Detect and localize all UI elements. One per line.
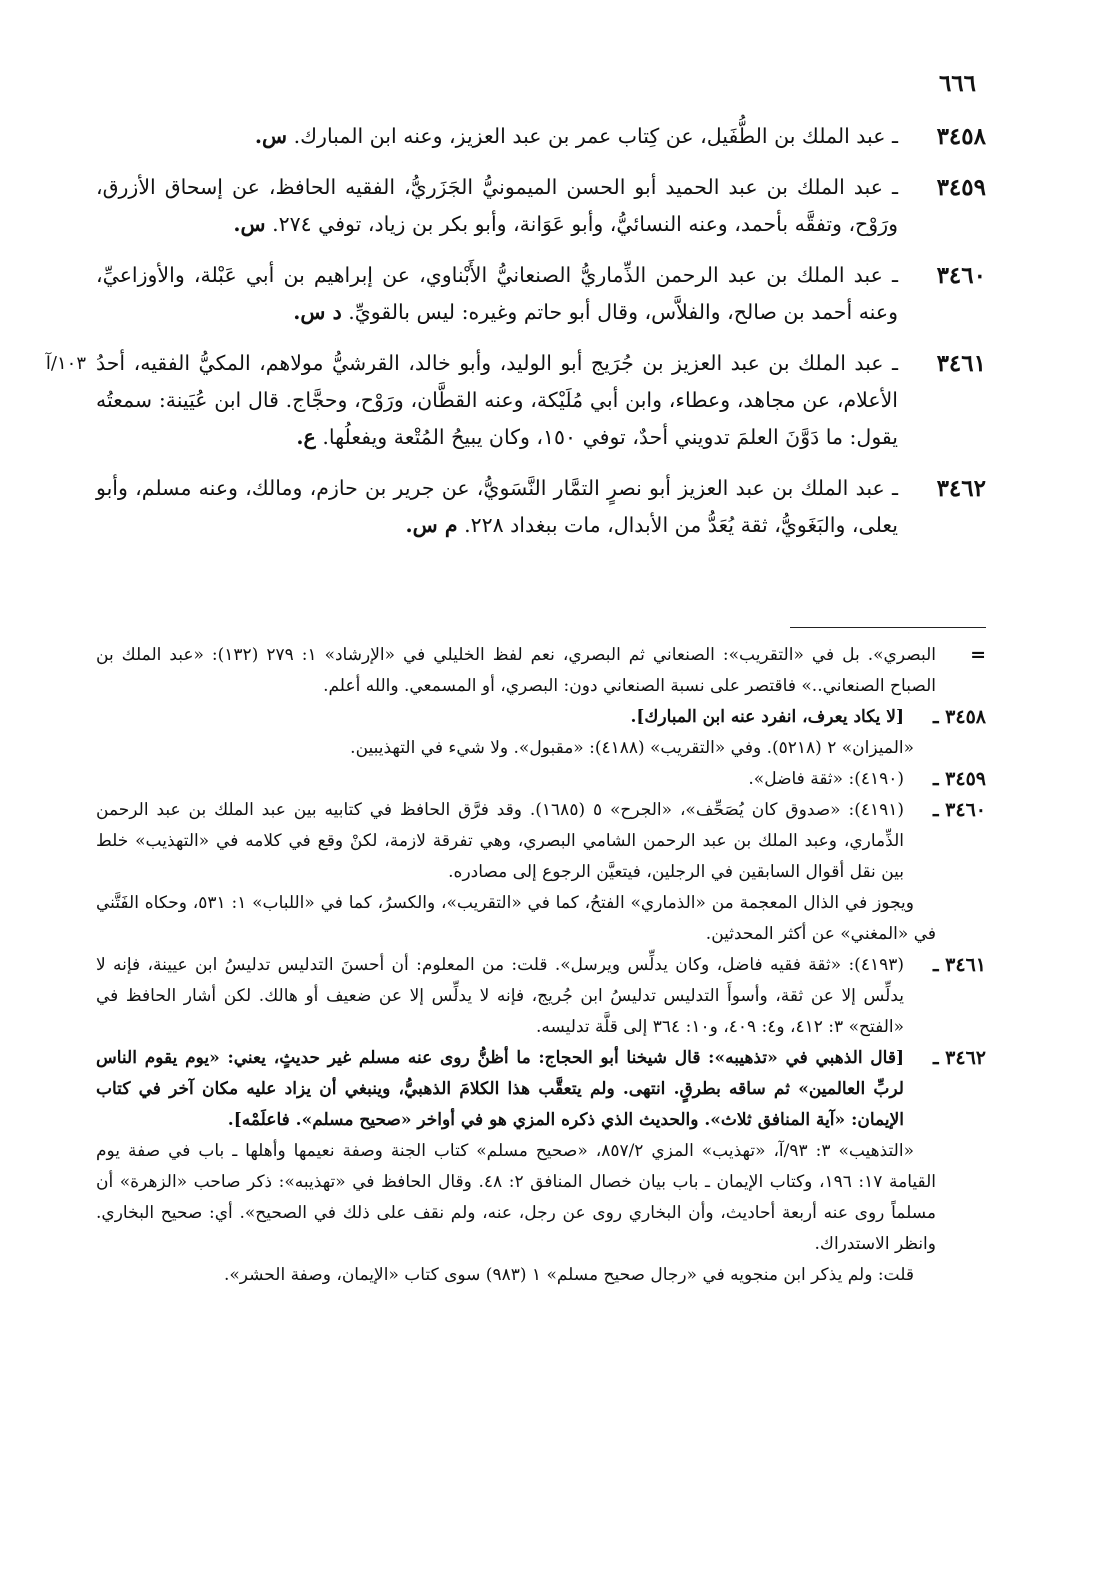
entry-text [96, 470, 898, 544]
footnote-text: [قال الذهبي في «تذهيبه»: قال شيخنا أبو الحجاج: ما أظنُّ روى عنه مسلم غير حديثٍ، يعني: «يوم يقوم الناس لربِّ العالمين» ثم ساقه بطرقٍ. انتهى. ولم يتعقَّب هذا الكلامَ الذهبيُّ، وينبغي أن يزاد عليه مكان آخر في كتاب الإيمان: «آية المنافق ثلاث». والحديث الذي ذكره المزي هو في أواخر «صحيح مسلم». فاعلَمْه]. [96, 1048, 904, 1130]
footnote-number: ٣٤٥٩ ـ [932, 768, 986, 790]
entry-body: ـ عبد الملك بن عبد الحميد أبو الحسن الميمونيُّ الجَزَريُّ، الفقيه الحافظ، عن إسحاق الأزرق، ورَوْح، وتفقَّه بأحمد، وعنه النسائيُّ، وأبو عَوَانة، وأبو بكر بن زياد، توفي ٢٧٤. [96, 175, 898, 236]
entry-symbol: م س. [405, 513, 458, 537]
footnote-paragraph: قلت: ولم يذكر ابن منجويه في «رجال صحيح مسلم» ١ (٩٨٣) سوى كتاب «الإيمان، وصفة الحشر». [223, 1265, 914, 1285]
footnote-text: (٤١٩١): «صدوق كان يُصَحِّف»، «الجرح» ٥ (١٦٨٥). وقد فرَّق الحافظ في كتابيه بين عبد الملك بن عبد الرحمن الذِّماري، وعبد الملك بن عبد الرحمن الشامي البصري، وهي تفرقة لازمة، لكنْ وقع في كلامه في «التهذيب» خلط بين نقل أقوال السابقين في الرجلين، فيتعيَّن الرجوع إلى مصادره. [96, 800, 904, 882]
footnote-number: ٣٤٦٢ ـ [932, 1047, 986, 1069]
footnote-text: (٤١٩٠): «ثقة فاضل». [748, 769, 904, 789]
footnote [96, 950, 986, 1043]
entry [96, 470, 986, 544]
entry-number: ٣٤٦٠ [936, 262, 986, 289]
entry-symbol: س. [254, 124, 288, 148]
footnote [96, 1043, 986, 1291]
footnotes [96, 640, 986, 1291]
entry-body: ـ عبد الملك بن عبد الرحمن الذِّماريُّ الصنعانيُّ الأَبْناوي، عن إبراهيم بن أبي عَبْلة، والأوزاعيِّ، وعنه أحمد بن صالح، والفلاَّس، وقال أبو حاتم وغيره: ليس بالقويِّ. [96, 263, 898, 324]
footnote-text: (٤١٩٣): «ثقة فقيه فاضل، وكان يدلِّس ويرسل». قلت: من المعلوم: أن أحسنَ التدليس تدليسُ ابن عيينة، فإنه لا يدلِّس إلا عن ثقة، وأسوأَ التدليس تدليسُ ابن جُريج، فإنه لا يدلِّس إلا عن ضعيف أو هالك. لكن أشار الحافظ في «الفتح» ٣: ٤١٢، و٤: ٤٠٩، و١٠: ٣٦٤ إلى قلَّة تدليسه. [96, 955, 904, 1037]
entry-body: ـ عبد الملك بن الطُّفَيل، عن كِتاب عمر بن عبد العزيز، وعنه ابن المبارك. [293, 124, 898, 148]
footnote-number: = [970, 644, 986, 666]
footnote [96, 640, 986, 702]
footnote-number: ٣٤٦٠ ـ [932, 799, 986, 821]
entry [96, 118, 986, 155]
entry-text [96, 257, 898, 331]
footnote-paragraph: «الميزان» ٢ (٥٢١٨). وفي «التقريب» (٤١٨٨): «مقبول». ولا شيء في التهذيبين. [350, 738, 914, 758]
footnote-paragraph: ويجوز في الذال المعجمة من «الذماري» الفتحُ، كما في «التقريب»، والكسرُ، كما في «اللباب» ١: ٥٣١، وحكاه الفَتَّني في «المغني» عن أكثر المحدثين. [96, 893, 936, 944]
footnote-text: [لا يكاد يعرف، انفرد عنه ابن المبارك]. [630, 707, 904, 727]
entry-number: ٣٤٥٩ [936, 174, 986, 201]
page-number: ٦٦٦ [938, 70, 976, 97]
entry-symbol: س. [233, 212, 266, 236]
entry-text [96, 118, 898, 155]
manuscript-folio-note: ١٠٣/آ [45, 353, 86, 374]
main-entries [96, 118, 986, 558]
footnote-separator [790, 627, 986, 628]
footnote-number: ٣٤٦١ ـ [932, 954, 986, 976]
entry-text [96, 345, 898, 456]
entry [96, 345, 986, 456]
entry-symbol: ع. [296, 425, 316, 449]
footnote [96, 764, 986, 795]
entry-body: ـ عبد الملك بن عبد العزيز أبو نصرٍ التمَّار النَّسَويُّ، عن جرير بن حازم، ومالك، وعنه مسلم، وأبو يعلى، والبَغَويُّ، ثقة يُعَدُّ من الأبدال، مات ببغداد ٢٢٨. [96, 476, 898, 537]
entry-text [96, 169, 898, 243]
entry-number: ٣٤٥٨ [936, 123, 986, 150]
footnote [96, 702, 986, 764]
entry-body: ـ عبد الملك بن عبد العزيز بن جُرَيج أبو الوليد، وأبو خالد، القرشيُّ مولاهم، المكيُّ الفقيه، أحدُ الأعلام، عن مجاهد، وعطاء، وابن أبي مُلَيْكة، وعنه القطَّان، ورَوْح، وحجَّاج. قال ابن عُيَينة: سمعتُه يقول: ما دَوَّنَ العلمَ تدويني أحدٌ، توفي ١٥٠، وكان يبيحُ المُتْعة ويفعلُها. [96, 351, 898, 449]
footnote-number: ٣٤٥٨ ـ [932, 706, 986, 728]
entry [96, 169, 986, 243]
entry-number: ٣٤٦١ [936, 350, 986, 377]
footnote-paragraph: «التذهيب» ٣: ٩٣/آ، «تهذيب» المزي ٨٥٧/٢، «صحيح مسلم» كتاب الجنة وصفة نعيمها وأهلها ـ باب في صفة يوم القيامة ١٧: ١٩٦، وكتاب الإيمان ـ باب بيان خصال المنافق ٢: ٤٨. وقال الحافظ في «تهذيبه»: ذكر صاحب «الزهرة» أن مسلماً روى عنه أربعة أحاديث، وأن البخاري روى عن رجل، عنه، ولم نقف على ذلك في الصحيح». أي: صحيح البخاري. وانظر الاستدراك. [96, 1141, 937, 1254]
entry [96, 257, 986, 331]
entry-symbol: د س. [293, 300, 342, 324]
entry-number: ٣٤٦٢ [936, 475, 986, 502]
footnote [96, 795, 986, 950]
footnote-text: البصري». بل في «التقريب»: الصنعاني ثم البصري، نعم لفظ الخليلي في «الإرشاد» ١: ٢٧٩ (١٣٢): «عبد الملك بن الصباح الصنعاني..» فاقتصر على نسبة الصنعاني دون: البصري، أو المسمعي. والله أعلم. [96, 645, 936, 696]
